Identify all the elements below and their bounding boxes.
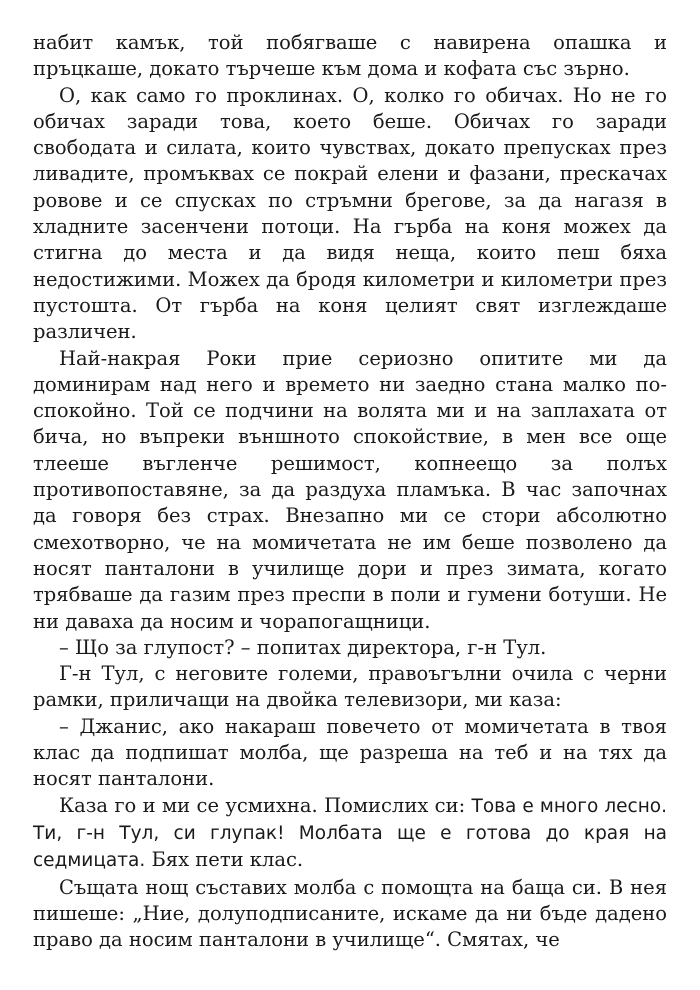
page-text — [33, 30, 667, 953]
thought-outro: Бях пети клас. — [145, 848, 304, 872]
paragraph-continuation: набит камък, той побягваше с навирена опашка и пръцкаше, докато търчеше към дома и кофата със зърно. — [33, 31, 667, 81]
paragraph-cursing: О, как само го проклинах. О, колко го обичах. Но не го обичах заради това, което беше. Обичах го заради свободата и силата, които чувствах, докато препусках през ливадите, промъквах се покрай елени и фазани, прескачах ровове и се спусках по стръмни брегове, за да нагазя в хладните засенчени потоци. На гърба на коня можех да стигна до места и да видя неща, които пеш бяха недостижими. Можех да бродя километри и километри през пустошта. От гърба на коня целият свят изглеждаше различен. — [33, 83, 667, 344]
thought-intro: Каза го и ми се усмихна. Помислих си: — [59, 793, 472, 817]
paragraph-question: – Що за глупост? – попитах директора, г-н Тул. — [59, 635, 547, 659]
paragraph-petition: Същата нощ съставих молба с помощта на баща си. В нея пишеше: „Ние, долуподписаните, искаме да ни бъде дадено право да носим панталони в училище“. Смятах, че — [33, 875, 667, 952]
paragraph-thought — [33, 793, 667, 875]
paragraph-rocky: Най-накрая Роки прие сериозно опитите ми да доминирам над него и времето ни заедно стана малко по-спокойно. Той се подчини на волята ми и на заплахата от бича, но въпреки външното спокойствие, в мен все още тлееше въгленче решимост, копнеещо за полъх противопоставяне, за да раздуха пламъка. В час започнах да говоря без страх. Внезапно ми се стори абсолютно смехотворно, че на момичетата не им беше позволено да носят панталони в училище дори и през зимата, когато трябваше да газим през преспи в поли и гумени ботуши. Не ни даваха да носим и чорапогащници. — [33, 346, 667, 633]
thought-italic: Това е много лесно. Ти, г-н Тул, си глупак! Молбата ще е готова до края на седмицата. — [33, 795, 667, 872]
paragraph-janis: – Джанис, ако накараш повечето от момичетата в твоя клас да подпишат молба, ще разреша на теб и на тях да носят панталони. — [33, 714, 667, 791]
paragraph-mr-tool: Г-н Тул, с неговите големи, правоъгълни очила с черни рамки, приличащи на двойка телевизори, ми каза: — [33, 662, 667, 712]
